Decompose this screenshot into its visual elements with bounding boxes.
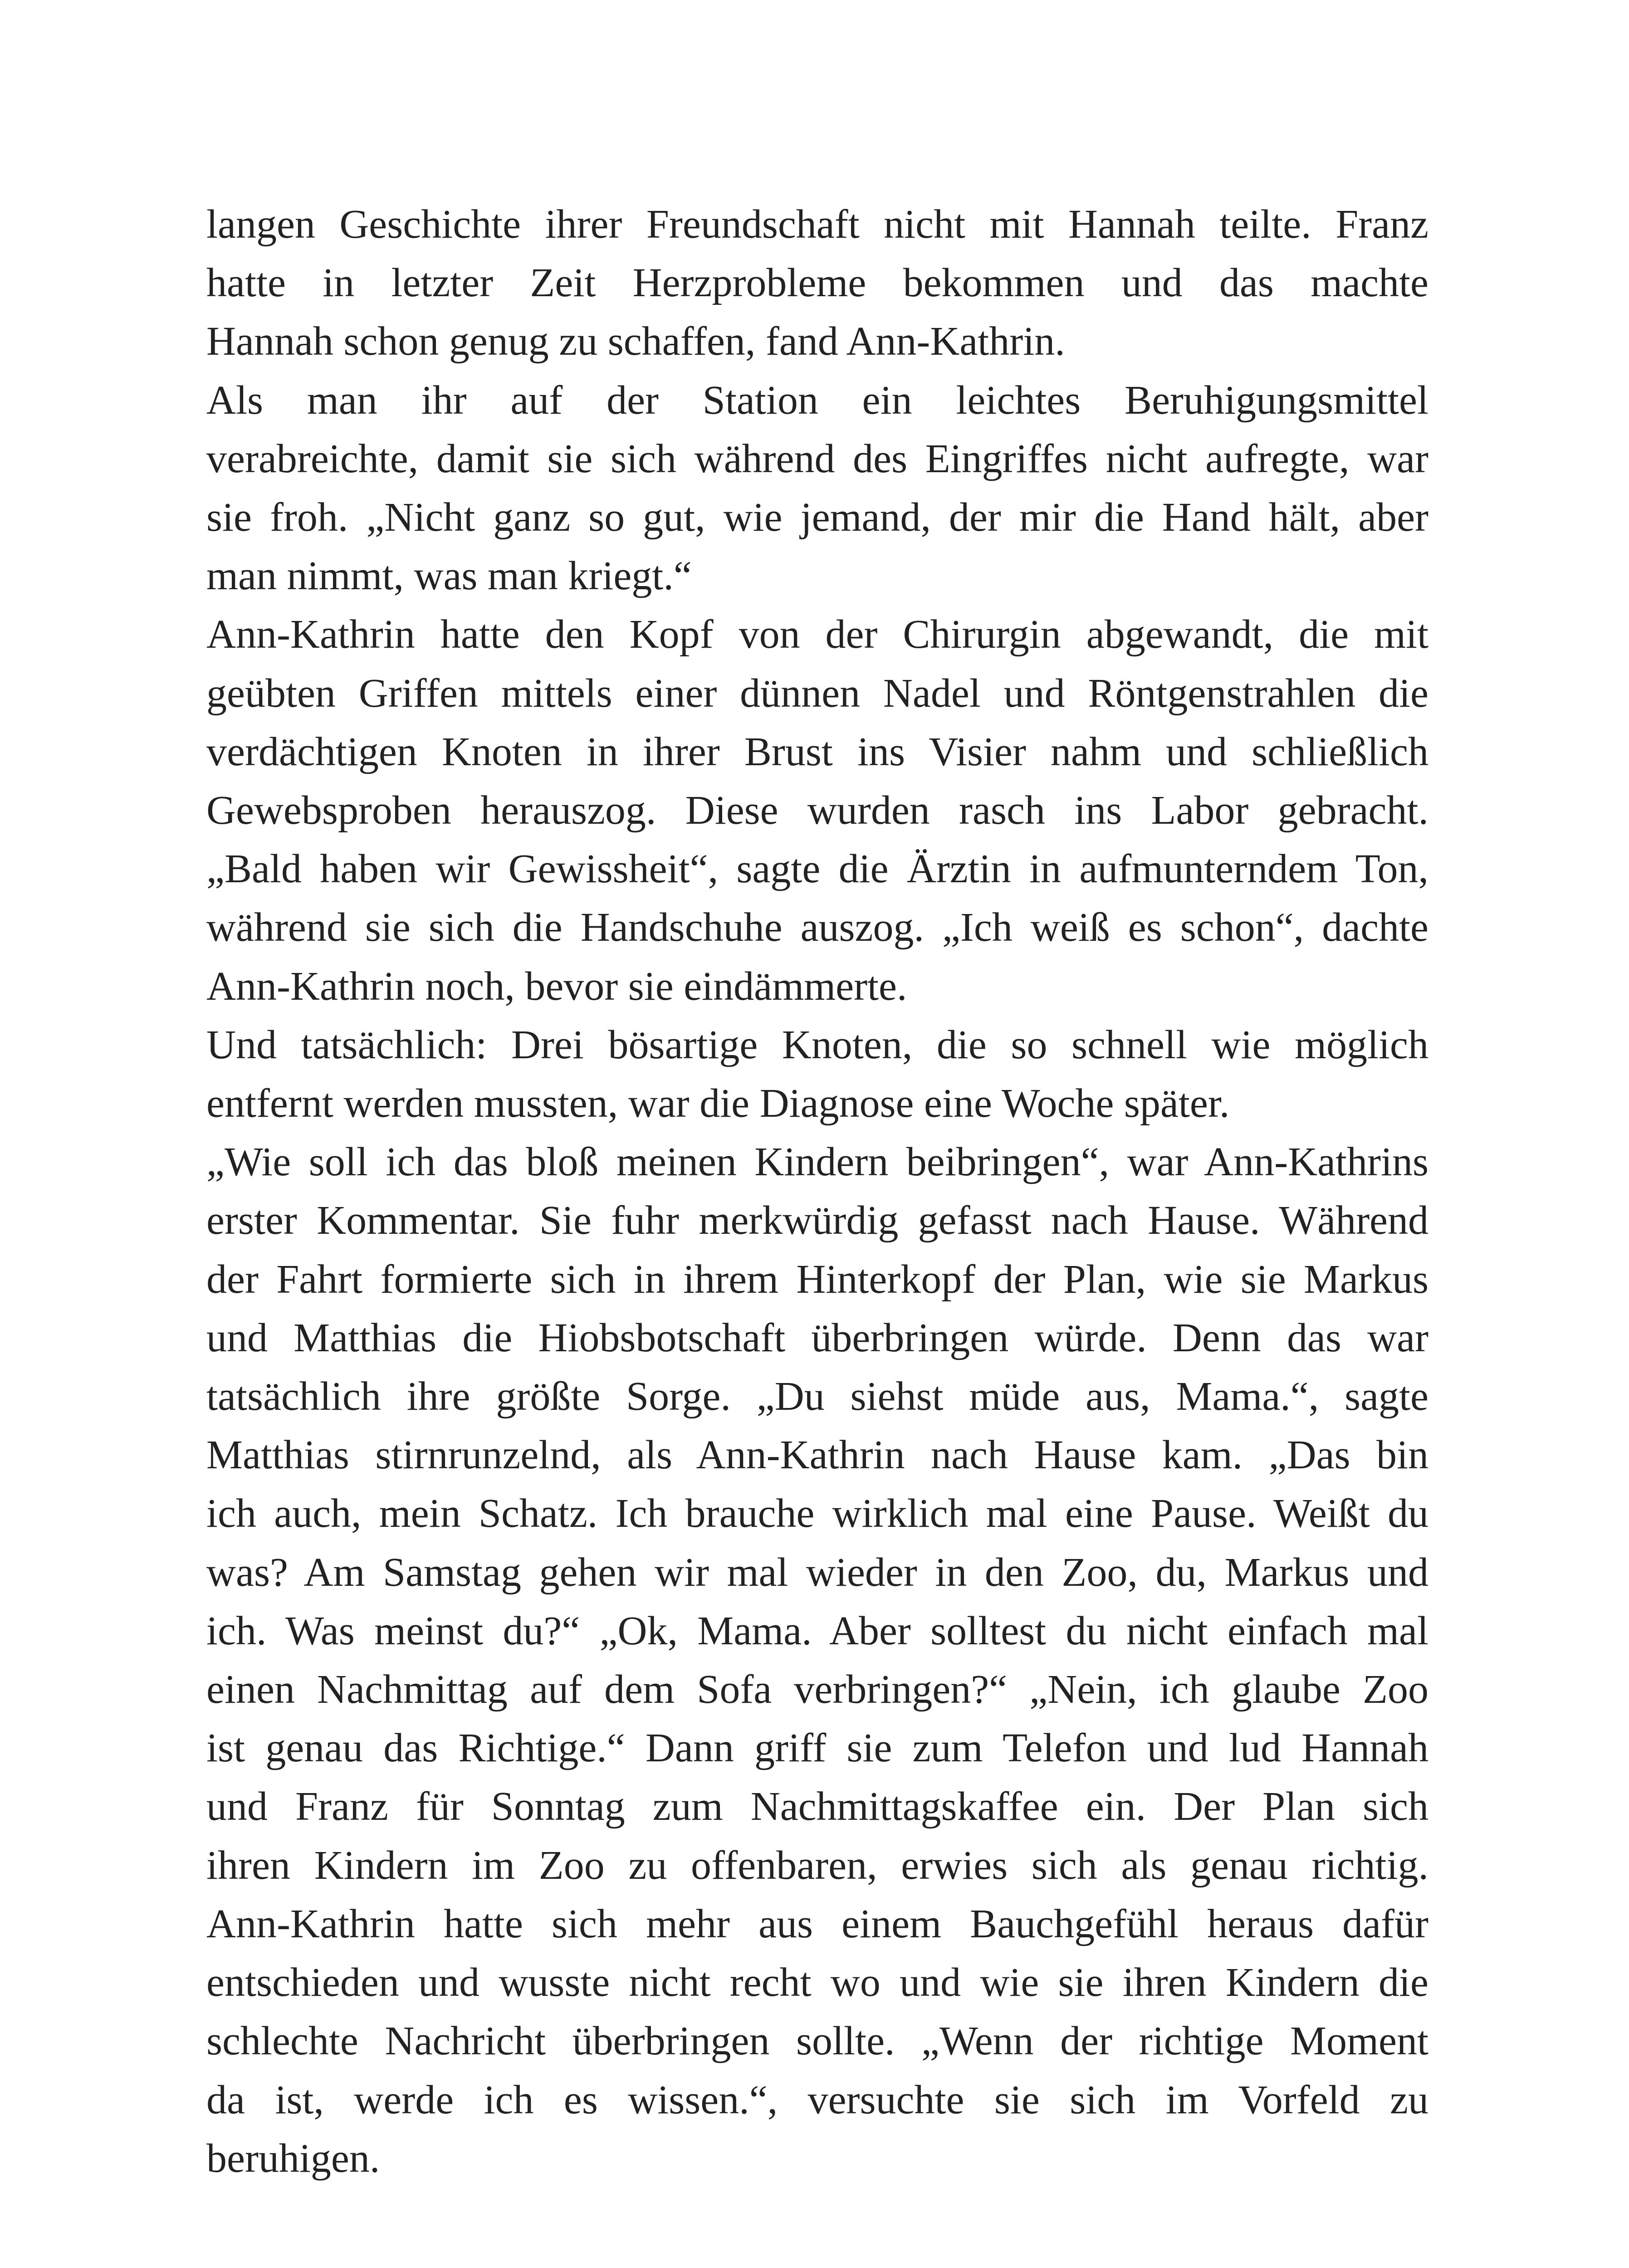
text-line: verabreichte, damit sie sich während des Eingriffes nicht aufregte, war <box>206 436 1428 481</box>
text-line: und Matthias die Hiobsbotschaft überbringen würde. Denn das war <box>206 1315 1428 1360</box>
text-line: sie froh. „Nicht ganz so gut, wie jemand, der mir die Hand hält, aber <box>206 495 1428 540</box>
text-line: ist genau das Richtige.“ Dann griff sie zum Telefon und lud Hannah <box>206 1725 1428 1771</box>
text-line: „Bald haben wir Gewissheit“, sagte die Ärztin in aufmunterndem Ton, <box>206 846 1428 892</box>
body-text <box>206 195 1428 2188</box>
text-line: da ist, werde ich es wissen.“, versuchte sie sich im Vorfeld zu <box>206 2077 1428 2122</box>
text-line: „Wie soll ich das bloß meinen Kindern beibringen“, war Ann-Kathrins <box>206 1139 1428 1185</box>
text-line: entschieden und wusste nicht recht wo und wie sie ihren Kindern die <box>206 1960 1428 2005</box>
text-line: geübten Griffen mittels einer dünnen Nadel und Röntgenstrahlen die <box>206 670 1428 716</box>
text-line: Hannah schon genug zu schaffen, fand Ann-Kathrin. <box>206 319 1065 364</box>
text-line: Ann-Kathrin hatte sich mehr aus einem Bauchgefühl heraus dafür <box>206 1901 1428 1946</box>
text-line: langen Geschichte ihrer Freundschaft nicht mit Hannah teilte. Franz <box>206 202 1428 247</box>
text-line: entfernt werden mussten, war die Diagnose eine Woche später. <box>206 1081 1230 1126</box>
text-line: schlechte Nachricht überbringen sollte. „Wenn der richtige Moment <box>206 2019 1428 2064</box>
paragraph <box>206 605 1428 1015</box>
paragraph <box>206 1016 1428 1133</box>
text-line: verdächtigen Knoten in ihrer Brust ins Visier nahm und schließlich <box>206 729 1428 774</box>
text-line: tatsächlich ihre größte Sorge. „Du siehst müde aus, Mama.“, sagte <box>206 1374 1428 1419</box>
text-line: und Franz für Sonntag zum Nachmittagskaffee ein. Der Plan sich <box>206 1784 1428 1829</box>
text-line: ich auch, mein Schatz. Ich brauche wirklich mal eine Pause. Weißt du <box>206 1491 1428 1536</box>
text-line: Ann-Kathrin hatte den Kopf von der Chirurgin abgewandt, die mit <box>206 612 1428 657</box>
text-line: einen Nachmittag auf dem Sofa verbringen?“ „Nein, ich glaube Zoo <box>206 1667 1428 1712</box>
text-line: ich. Was meinst du?“ „Ok, Mama. Aber solltest du nicht einfach mal <box>206 1608 1428 1653</box>
paragraph <box>206 195 1428 371</box>
text-line: der Fahrt formierte sich in ihrem Hinterkopf der Plan, wie sie Markus <box>206 1256 1428 1302</box>
text-line: während sie sich die Handschuhe auszog. „Ich weiß es schon“, dachte <box>206 905 1428 950</box>
text-line: Ann-Kathrin noch, bevor sie eindämmerte. <box>206 963 907 1009</box>
text-line: Als man ihr auf der Station ein leichtes Beruhigungsmittel <box>206 377 1428 423</box>
text-line: beruhigen. <box>206 2136 380 2181</box>
text-line: man nimmt, was man kriegt.“ <box>206 553 692 599</box>
paragraph <box>206 1133 1428 2188</box>
text-line: Matthias stirnrunzelnd, als Ann-Kathrin nach Hause kam. „Das bin <box>206 1432 1428 1478</box>
text-line: Und tatsächlich: Drei bösartige Knoten, die so schnell wie möglich <box>206 1022 1428 1067</box>
text-line: was? Am Samstag gehen wir mal wieder in den Zoo, du, Markus und <box>206 1549 1428 1595</box>
text-line: erster Kommentar. Sie fuhr merkwürdig gefasst nach Hause. Während <box>206 1198 1428 1243</box>
text-line: ihren Kindern im Zoo zu offenbaren, erwies sich als genau richtig. <box>206 1843 1428 1888</box>
text-line: hatte in letzter Zeit Herzprobleme bekommen und das machte <box>206 260 1428 306</box>
text-line: Gewebsproben herauszog. Diese wurden rasch ins Labor gebracht. <box>206 788 1428 833</box>
paragraph <box>206 371 1428 606</box>
